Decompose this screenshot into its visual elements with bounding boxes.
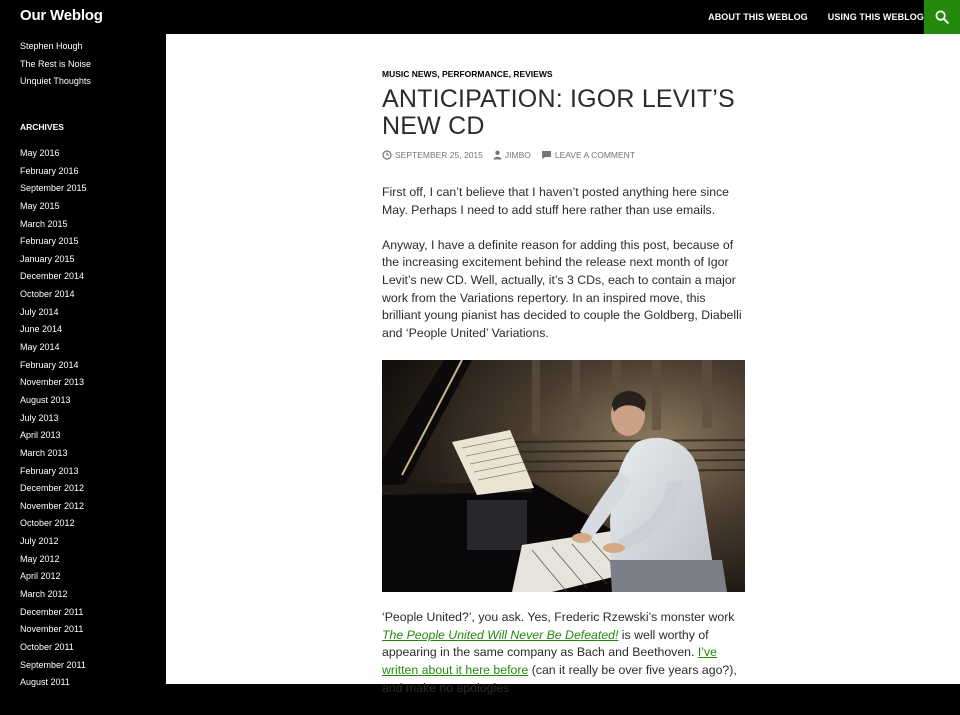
list-item <box>20 268 87 286</box>
list-item <box>20 498 87 516</box>
archive-link[interactable]: February 2015 <box>20 236 79 247</box>
list-item <box>20 586 87 604</box>
paragraph: Anyway, I have a definite reason for adding this post, because of the increasing excitement behind the release next month of Igor Levit’s new CD. Well, actually, it’s 3 CDs, each to contain a major work from the Variations repertory. In an inspired move, this brilliant young pianist has decided to couple the Goldberg, Diabelli and ‘People United’ Variations. <box>382 237 742 340</box>
archive-link[interactable]: March 2015 <box>20 218 68 229</box>
list-item <box>20 339 87 357</box>
paragraph-text: ‘People United?’, you ask. Yes, Frederic Rzewski’s monster work <box>382 610 735 625</box>
list-item <box>20 515 87 533</box>
list-item <box>20 163 87 181</box>
main-content <box>166 34 960 695</box>
list-item <box>20 145 87 163</box>
list-item <box>20 674 87 692</box>
leave-comment-link[interactable]: LEAVE A COMMENT <box>554 150 636 160</box>
paragraph-text: (can it really be over five years ago?), and make no apologies <box>382 662 737 695</box>
list-item <box>20 321 87 339</box>
archive-link[interactable]: February 2014 <box>20 359 79 370</box>
post-author-link[interactable]: JIMBO <box>504 150 531 160</box>
archive-link[interactable]: May 2015 <box>20 200 60 211</box>
archive-link[interactable]: February 2013 <box>20 465 79 476</box>
post-categories <box>382 69 553 79</box>
archive-link[interactable]: August 2011 <box>20 677 70 688</box>
list-item <box>20 657 87 675</box>
list-item <box>20 38 91 56</box>
list-item <box>20 73 91 91</box>
archive-link[interactable]: July 2013 <box>20 412 59 423</box>
list-item <box>20 304 87 322</box>
list-item <box>20 392 87 410</box>
archive-link[interactable]: June 2014 <box>20 324 63 335</box>
list-item <box>20 56 91 74</box>
sidebar <box>0 34 166 688</box>
category-link[interactable]: PERFORMANCE <box>441 69 509 79</box>
archive-link[interactable]: April 2012 <box>20 571 61 582</box>
list-item <box>20 180 87 198</box>
post-date-link[interactable]: SEPTEMBER 25, 2015 <box>395 150 483 160</box>
post-author <box>493 150 531 160</box>
category-link[interactable]: MUSIC NEWS <box>382 69 438 79</box>
archive-link[interactable]: October 2014 <box>20 289 75 300</box>
nav-about[interactable]: ABOUT THIS WEBLOG <box>708 12 808 22</box>
list-item <box>20 216 87 234</box>
archive-link[interactable]: January 2015 <box>20 253 75 264</box>
list-item <box>20 410 87 428</box>
archive-link[interactable]: December 2011 <box>20 606 84 617</box>
list-item <box>20 445 87 463</box>
list-item <box>20 568 87 586</box>
archives-heading: ARCHIVES <box>20 122 64 132</box>
nav-using[interactable]: USING THIS WEBLOG <box>827 12 924 22</box>
archive-link[interactable]: April 2013 <box>20 430 61 441</box>
list-item <box>20 427 87 445</box>
people-united-link[interactable]: The People United Will Never Be Defeated! <box>382 627 619 642</box>
archive-link[interactable]: July 2012 <box>20 536 59 547</box>
archive-link[interactable]: July 2014 <box>20 306 59 317</box>
paragraph <box>382 609 745 697</box>
clock-icon <box>382 150 392 160</box>
post-title: ANTICIPATION: IGOR LEVIT’S NEW CD <box>382 85 735 140</box>
archive-link[interactable]: May 2014 <box>20 342 60 353</box>
search-icon <box>935 10 949 24</box>
list-item <box>20 533 87 551</box>
list-item <box>20 621 87 639</box>
category-separator: , <box>508 69 514 79</box>
post-content <box>382 184 745 715</box>
user-icon <box>493 150 502 160</box>
blogroll-link[interactable]: Unquiet Thoughts <box>20 76 91 87</box>
archive-link[interactable]: November 2012 <box>20 500 85 511</box>
paragraph: First off, I can’t believe that I haven’t posted anything here since May. Perhaps I need to add stuff here rather than use emails. <box>382 185 730 217</box>
list-item <box>20 251 87 269</box>
post-image-pianist <box>382 360 745 592</box>
category-separator: , <box>437 69 442 79</box>
list-item <box>20 639 87 657</box>
archives-list <box>20 145 87 692</box>
category-link[interactable]: REVIEWS <box>513 69 553 79</box>
post-date <box>382 150 483 160</box>
archive-link[interactable]: November 2013 <box>20 377 85 388</box>
archive-link[interactable]: March 2012 <box>20 589 68 600</box>
archive-link[interactable]: October 2012 <box>20 518 75 529</box>
archive-link[interactable]: May 2016 <box>20 148 60 158</box>
archive-link[interactable]: August 2013 <box>20 394 71 405</box>
archive-link[interactable]: February 2016 <box>20 165 79 176</box>
post-comments <box>541 150 635 160</box>
written-about-link[interactable]: I’ve written about it here before <box>382 645 717 677</box>
archive-link[interactable]: September 2015 <box>20 183 87 194</box>
archive-link[interactable]: September 2011 <box>20 659 86 670</box>
archive-link[interactable]: December 2012 <box>20 483 85 494</box>
archive-link[interactable]: May 2012 <box>20 553 60 564</box>
list-item <box>20 551 87 569</box>
list-item <box>20 286 87 304</box>
list-item <box>20 480 87 498</box>
blogroll-link[interactable]: The Rest is Noise <box>20 58 92 69</box>
post-meta <box>382 150 645 160</box>
archive-link[interactable]: December 2014 <box>20 271 85 282</box>
site-title[interactable]: Our Weblog <box>20 7 103 24</box>
list-item <box>20 374 87 392</box>
pianist-photo <box>382 360 745 592</box>
comment-icon <box>541 150 552 160</box>
blogroll-link[interactable]: Stephen Hough <box>20 41 83 51</box>
list-item <box>20 463 87 481</box>
list-item <box>20 233 87 251</box>
list-item <box>20 604 87 622</box>
archive-link[interactable]: October 2011 <box>20 641 74 652</box>
paragraph-text: is well worthy of appearing in the same company as Bach and Beethoven. <box>382 627 709 660</box>
list-item <box>20 198 87 216</box>
blogroll-list <box>20 38 91 91</box>
search-button[interactable] <box>924 0 960 34</box>
archive-link[interactable]: November 2011 <box>20 624 84 635</box>
site-header <box>0 0 960 34</box>
primary-nav <box>688 0 924 34</box>
list-item <box>20 357 87 375</box>
archive-link[interactable]: March 2013 <box>20 447 68 458</box>
